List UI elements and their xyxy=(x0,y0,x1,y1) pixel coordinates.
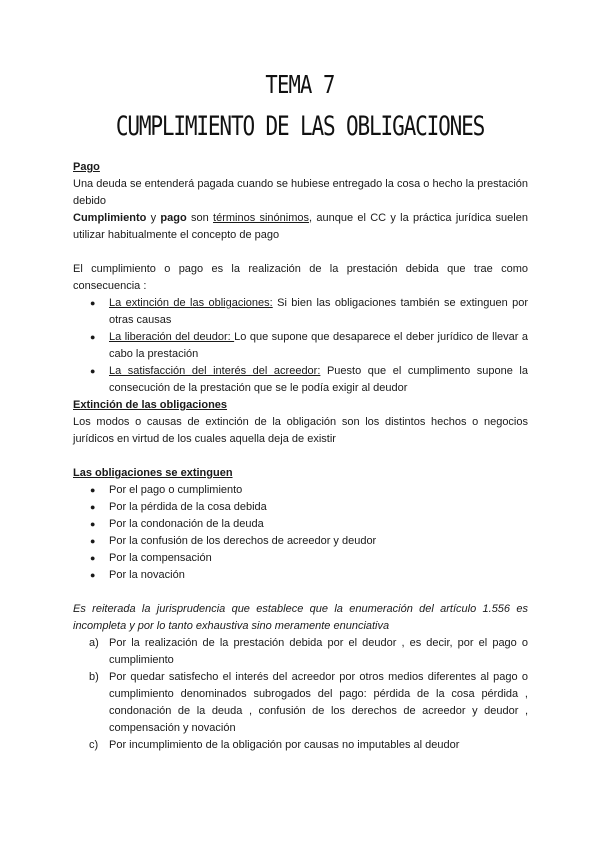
heading-extinguen: Las obligaciones se extinguen xyxy=(73,467,233,479)
list-marker: a) xyxy=(89,637,99,649)
list-marker: b) xyxy=(89,671,99,683)
bullet-label: La extinción de las obligaciones: xyxy=(109,297,273,309)
bullet-label: La satisfacción del interés del acreedor: xyxy=(109,365,321,377)
list-item: ● Por la compensación xyxy=(109,550,528,567)
paragraph-extincion: Los modos o causas de extinción de la obligación son los distintos hechos o negocios jurídicos en virtud de los cuales aquella deja de existir xyxy=(73,416,528,445)
spacer xyxy=(73,244,528,261)
heading-extincion: Extinción de las obligaciones xyxy=(73,399,228,411)
bullet-text: Puesto que el cumplimento supone la consecución de la prestación que se le podía exigir al deudor xyxy=(109,365,528,394)
consecuencias-list xyxy=(73,295,528,397)
paragraph-pago-definition: Una deuda se entenderá pagada cuando se hubiese entregado la cosa o hecho la prestación debido xyxy=(73,178,528,207)
list-item: ● Por la pérdida de la cosa debida xyxy=(109,499,528,516)
list-item xyxy=(89,669,528,737)
bullet-text: Lo que supone que desaparece el deber jurídico de llevar a cabo la prestación xyxy=(109,331,529,360)
extinguen-list xyxy=(73,482,528,584)
bold-cumplimiento: Cumplimiento xyxy=(73,212,147,224)
heading-pago: Pago xyxy=(73,161,100,173)
list-item: ● Por el pago o cumplimiento xyxy=(109,482,528,499)
title-line-1: TEMA 7 xyxy=(265,70,335,99)
document-body xyxy=(73,159,528,754)
list-marker: c) xyxy=(89,739,99,751)
paragraph-cumplimiento-consecuencia: El cumplimiento o pago es la realización de la prestación debida que trae como consecuencia : xyxy=(73,263,528,292)
list-text: Por la realización de la prestación debida por el deudor , es decir, por el pago o cumplimiento xyxy=(109,637,528,666)
list-text: Por incumplimiento de la obligación por causas no imputables al deudor xyxy=(109,739,460,751)
list-item xyxy=(109,329,528,363)
list-item xyxy=(109,363,528,397)
bullet-text: Si bien las obligaciones también se extinguen por otras causas xyxy=(109,297,528,326)
bullet-label: La liberación del deudor: xyxy=(109,331,235,343)
paragraph-jurisprudencia: Es reiterada la jurisprudencia que establece que la enumeración del artículo 1.556 es incompleta y por lo tanto exhaustiva sino meramente enunciativa xyxy=(73,603,528,632)
jurisprudencia-list xyxy=(73,635,528,754)
list-text: Por quedar satisfecho el interés del acreedor por otros medios diferentes al pago o cumplimiento denominados subrogados del pago: pérdida de la cosa pérdida , condonación de la deuda , confusión de los derechos de acreedor y deudor , compensación y novación xyxy=(109,671,528,734)
list-item xyxy=(89,737,528,754)
spacer xyxy=(73,584,528,601)
list-item: ● Por la condonación de la deuda xyxy=(109,516,528,533)
list-item: ● Por la novación xyxy=(109,567,528,584)
paragraph-cumplimiento-pago xyxy=(73,210,528,244)
list-item xyxy=(109,295,528,329)
title-line-2: CUMPLIMIENTO DE LAS OBLIGACIONES xyxy=(115,111,485,142)
bold-pago: pago xyxy=(160,212,187,224)
text-y: y xyxy=(146,212,161,224)
underline-terminos: términos sinónimos xyxy=(213,212,310,224)
text-rest: , aunque el CC y la práctica jurídica suelen utilizar habitualmente el concepto de pago xyxy=(73,212,528,241)
list-item xyxy=(89,635,528,669)
text-son: son xyxy=(186,212,214,224)
list-item: ● Por la confusión de los derechos de acreedor y deudor xyxy=(109,533,528,550)
spacer xyxy=(73,448,528,465)
